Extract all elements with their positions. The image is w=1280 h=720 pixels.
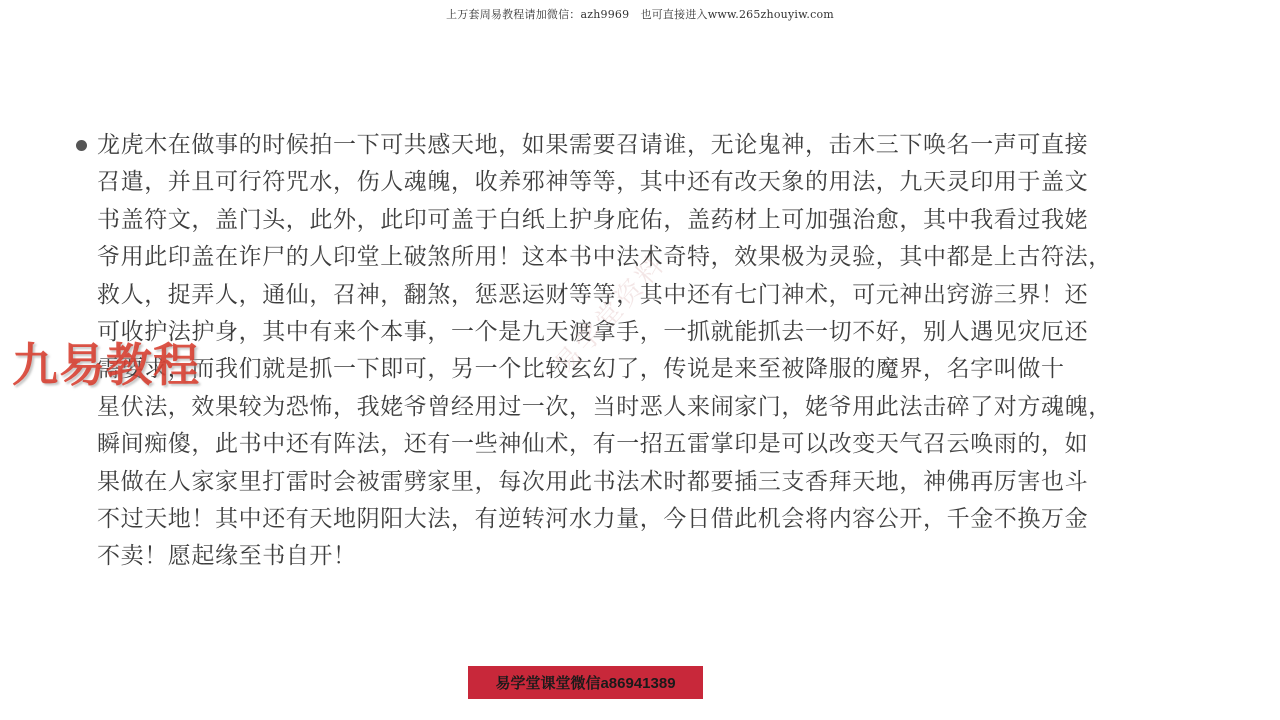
bullet-item	[72, 127, 1212, 576]
faint-watermark: 易学堂资料	[549, 248, 673, 381]
footer-banner	[468, 666, 703, 699]
paragraph-line: 星伏法，效果较为恐怖，我姥爷曾经用过一次，当时恶人来闹家门，姥爷用此法击碎了对方魂魄，	[97, 393, 1112, 420]
paragraph-line: 救人，捉弄人，通仙，召神，翻煞，惩恶运财等等，其中还有七门神术，可元神出窍游三界！还	[97, 281, 1089, 308]
paragraph-line: 瞬间痴傻，此书中还有阵法，还有一些神仙术，有一招五雷掌印是可以改变天气召云唤雨的，如	[97, 431, 1089, 458]
paragraph-line: 书盖符文，盖门头，此外，此印可盖于白纸上护身庇佑，盖药材上可加强治愈，其中我看过我姥	[97, 206, 1089, 233]
body-paragraph	[97, 127, 1205, 576]
paragraph-line: 召遣，并且可行符咒水，伤人魂魄，收养邪神等等，其中还有改天象的用法，九天灵印用于盖文	[97, 169, 1089, 196]
paragraph-line: 爷用此印盖在诈尸的人印堂上破煞所用！这本书中法术奇特，效果极为灵验，其中都是上古符法，	[97, 244, 1112, 271]
header-note: 上万套周易教程请加微信：azh9969 也可直接进入www.265zhouyiw.com	[446, 8, 834, 21]
main-content	[72, 127, 1212, 576]
paragraph-line: 需要求，而我们就是抓一下即可，另一个比较玄幻了，传说是来至被降服的魔界，名字叫做十	[97, 356, 1065, 383]
paragraph-line: 果做在人家家里打雷时会被雷劈家里，每次用此书法术时都要插三支香拜天地，神佛再厉害也斗	[97, 468, 1089, 495]
paragraph-line: 龙虎木在做事的时候拍一下可共感天地，如果需要召请谁，无论鬼神，击木三下唤名一声可直接	[97, 132, 1089, 158]
brand-watermark: 九易教程	[12, 338, 200, 392]
paragraph-line: 不卖！愿起缘至书自开！	[97, 543, 357, 570]
footer-banner-text: 易学堂课堂微信a86941389	[495, 675, 676, 692]
paragraph-line: 不过天地！其中还有天地阴阳大法，有逆转河水力量，今日借此机会将内容公开，千金不换万金	[97, 506, 1089, 533]
paragraph-line: 可收护法护身，其中有来个本事，一个是九天渡拿手，一抓就能抓去一切不好，别人遇见灾厄还	[97, 319, 1089, 346]
bullet-dot-icon	[76, 140, 87, 151]
